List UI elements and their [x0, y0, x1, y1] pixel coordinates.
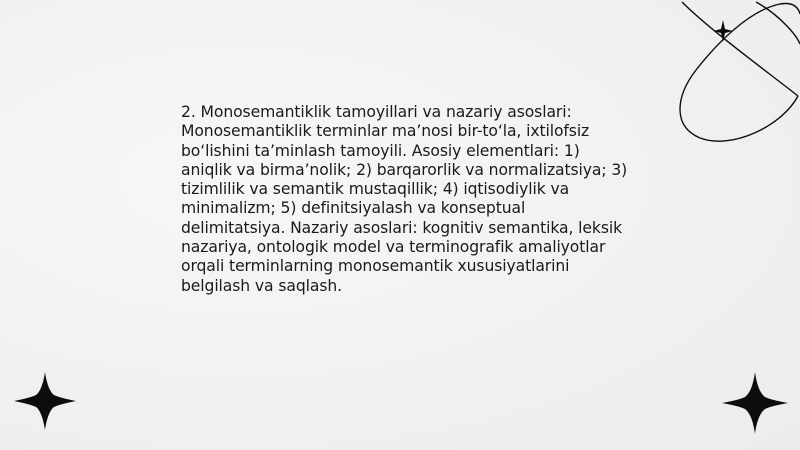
small-sparkle-icon — [713, 20, 733, 42]
sparkle-star-icon-right — [722, 372, 788, 434]
orbit-ornament-icon — [670, 0, 800, 150]
body-paragraph: 2. Monosemantiklik tamoyillari va nazariy asoslari: Monosemantiklik terminlar ma’nosi bir-to‘la, ixtilofsiz bo‘lishini ta’minlash tamoyili. Asosiy elementlari: 1) aniqlik va birma’nolik; 2) barqarorlik va normalizatsiya; 3) tizimlilik va semantik mustaqillik; 4) iqtisodiylik va minimalizm; 5) definitsiyalash va konseptual delimitatsiya. Nazariy asoslari: kognitiv semantika, leksik nazariya, ontologik model va terminografik amaliyotlar orqali terminlarning monosemantik xususiyatlarini belgilash va saqlash. — [181, 103, 628, 295]
sparkle-star-icon-left — [14, 372, 76, 430]
